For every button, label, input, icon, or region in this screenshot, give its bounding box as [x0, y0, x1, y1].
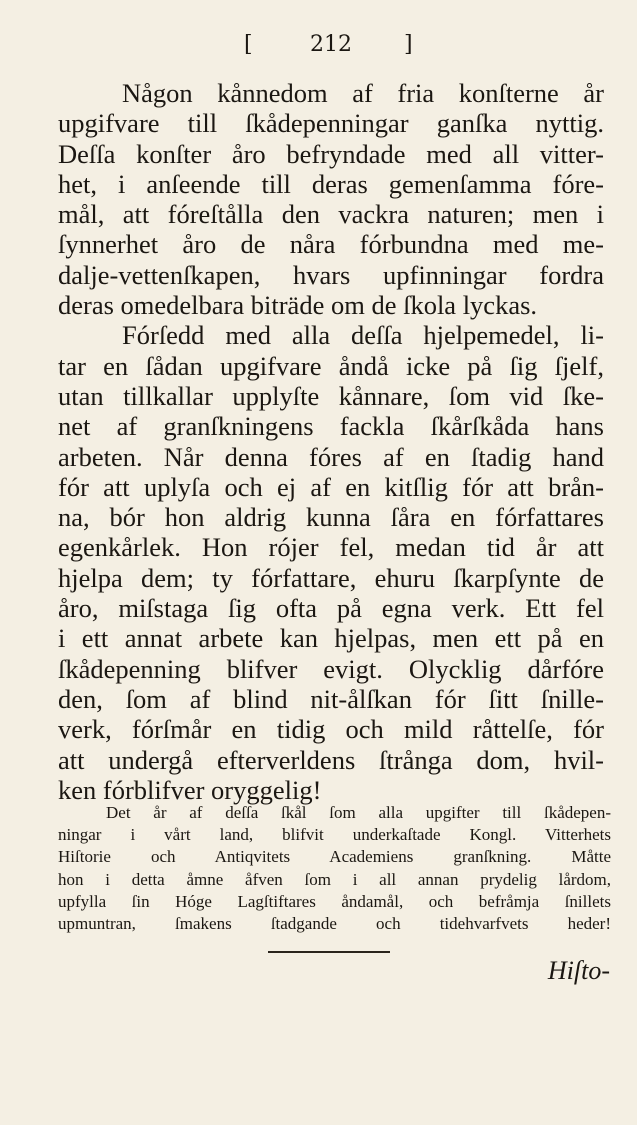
text-line: dalje-vettenſkapen, hvars upfinningar fordra	[58, 259, 604, 290]
text-line: net af granſkningens fackla ſkårſkåda hans	[58, 411, 604, 442]
footnote-line: hon i detta åmne åfven ſom i all annan prydelig lårdom,	[58, 869, 611, 889]
text-line: i ett annat arbete kan hjelpas, men ett på en	[58, 623, 604, 654]
footnote-line: upmuntran, ſmakens ſtadgande och tidehvarfvets heder!	[58, 913, 611, 933]
footnote	[58, 802, 611, 935]
text-line: mål, att fóreſtålla den vackra naturen; men i	[58, 199, 604, 230]
text-line: upgifvare till ſkådepenningar ganſka nyttig.	[58, 108, 604, 139]
text-line: fór att uplyſa och ej af en kitſlig fór att brån-	[58, 471, 604, 502]
text-line: Fórſedd med alla deſſa hjelpemedel, li-	[122, 320, 604, 351]
text-line: ken fórblifver oryggelig!	[58, 774, 322, 805]
footnote-line: Det år af deſſa ſkål ſom alla upgifter till ſkådepen-	[106, 803, 611, 822]
text-line: arbeten. Når denna fóres af en ſtadig hand	[58, 441, 604, 472]
footnote-line: ningar i vårt land, blifvit underkaſtade Kongl. Vitterhets	[58, 825, 611, 845]
text-line: hjelpa dem; ty fórfattare, ehuru ſkarpſynte de	[58, 562, 604, 593]
text-line: verk, fórſmår en tidig och mild råttelſe, fór	[58, 714, 604, 745]
catchword: Hiſto-	[547, 956, 610, 985]
text-line: ſynnerhet åro de nåra fórbundna med me-	[58, 229, 604, 260]
text-line: Deſſa konſter åro befryndade med all vitter-	[58, 138, 604, 169]
page-header	[240, 28, 420, 62]
header-bracket-left: [	[244, 32, 253, 57]
main-text	[58, 78, 604, 805]
header-bracket-right: ]	[404, 32, 413, 57]
text-line: ſkådepenning blifver evigt. Olycklig dårfóre	[58, 653, 604, 684]
footnote-line: Hiſtorie och Antiqvitets Academiens granſkning. Måtte	[58, 847, 611, 867]
text-line: egenkårlek. Hon rójer fel, medan tid år att	[58, 532, 604, 563]
text-line: utan tillkallar upplyſte kånnare, ſom vid ſke-	[58, 380, 604, 411]
text-line: att undergå efterverldens ſtrånga dom, hvil-	[58, 744, 604, 775]
text-line: Någon kånnedom af fria konſterne år	[122, 78, 604, 108]
text-line: deras omedelbara biträde om de ſkola lyckas.	[58, 290, 538, 321]
text-line: tar en ſådan upgifvare åndå icke på ſig ſjelf,	[58, 350, 604, 381]
page-number: 212	[310, 32, 352, 57]
text-line: na, bór hon aldrig kunna ſåra en fórfattares	[58, 502, 604, 533]
text-line: den, ſom af blind nit-ålſkan fór ſitt ſnille-	[58, 683, 604, 714]
text-line: åro, miſstaga ſig ofta på egna verk. Ett fel	[58, 593, 604, 624]
text-line: het, i anſeende till deras gemenſamma fóre-	[58, 168, 604, 199]
ornamental-rule	[268, 951, 390, 953]
footnote-line: upfylla ſin Hóge Lagſtiftares åndamål, och befråmja ſnillets	[58, 891, 611, 911]
